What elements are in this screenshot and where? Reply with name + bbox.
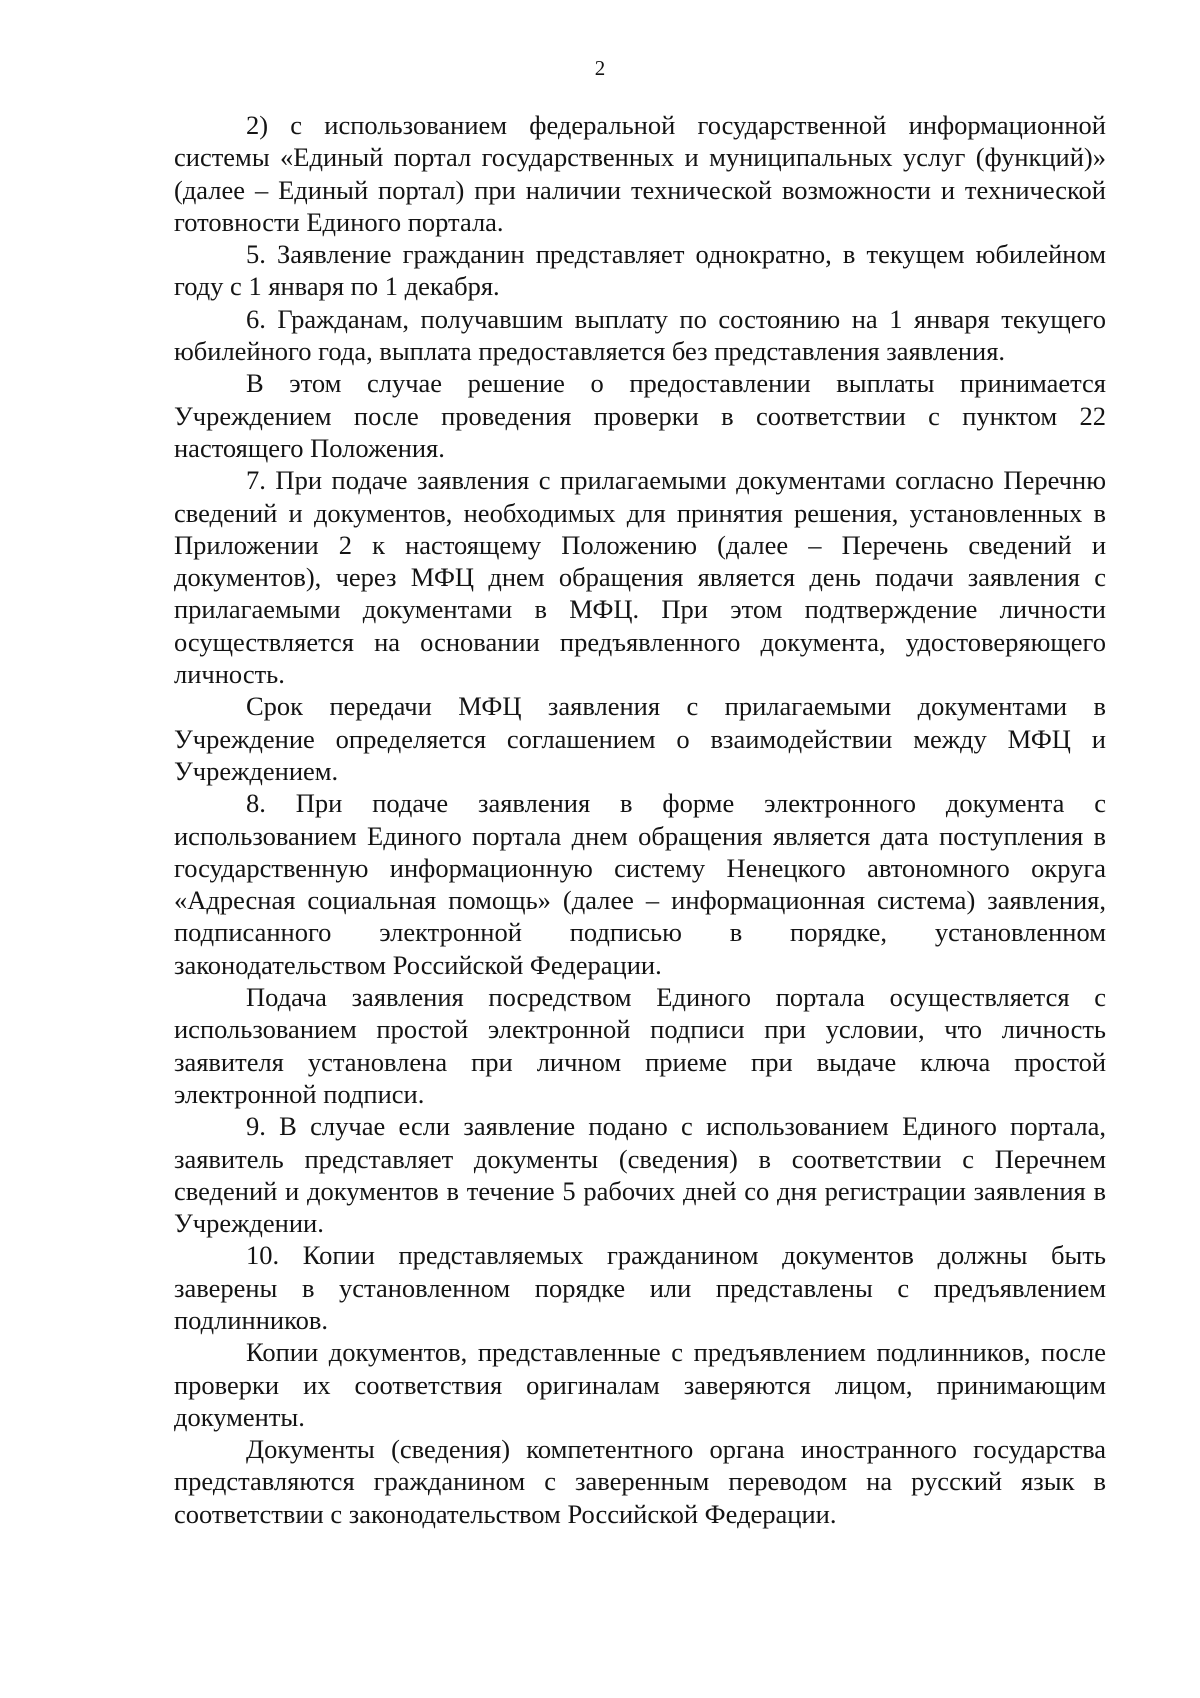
paragraph-item-8-signature: Подача заявления посредством Единого портала осуществляется с использованием простой электронной подписи при условии, что личность заявителя установлена при личном приеме при выдаче ключа простой электронной подписи.: [174, 982, 1106, 1109]
paragraph-item-9: 9. В случае если заявление подано с использованием Единого портала, заявитель представляет документы (сведения) в соответствии с Перечнем сведений и документов в течение 5 рабочих дней со дня регистрации заявления в Учреждении.: [174, 1111, 1106, 1239]
paragraph-item-6: 6. Гражданам, получавшим выплату по состоянию на 1 января текущего юбилейного года, выплата предоставляется без представления заявления.: [174, 303, 1106, 367]
paragraph-item-5: 5. Заявление гражданин представляет однократно, в текущем юбилейном году с 1 января по 1 декабря.: [174, 239, 1106, 302]
paragraph-item-6-decision: В этом случае решение о предоставлении выплаты принимается Учреждением после проведения проверки в соответствии с пунктом 22 настоящего Положения.: [174, 368, 1106, 463]
paragraph-item-10-foreign: Документы (сведения) компетентного органа иностранного государства представляются гражданином с заверенным переводом на русский язык в соответствии с законодательством Российской Федерации.: [174, 1434, 1106, 1529]
paragraph-subitem-2: 2) с использованием федеральной государственной информационной системы «Единый портал государственных и муниципальных услуг (функций)» (далее – Единый портал) при наличии технической возможности и технической готовности Единого портала.: [174, 110, 1106, 237]
page-number: 2: [594, 56, 606, 80]
paragraph-item-10-copies: Копии документов, представленные с предъявлением подлинников, после проверки их соответствия оригиналам заверяются лицом, принимающим документы.: [174, 1337, 1106, 1432]
paragraph-item-7-transfer: Срок передачи МФЦ заявления с прилагаемыми документами в Учреждение определяется соглашением о взаимодействии между МФЦ и Учреждением.: [174, 691, 1106, 786]
paragraph-item-8: 8. При подаче заявления в форме электронного документа с использованием Единого портала днем обращения является дата поступления в государственную информационную систему Ненецкого автономного округа «Адресная социальная помощь» (далее – информационная система) заявления, подписанного электронной подписью в порядке, установленном законодательством Российской Федерации.: [174, 788, 1106, 980]
paragraph-item-10: 10. Копии представляемых гражданином документов должны быть заверены в установленном порядке или представлены с предъявлением подлинников.: [174, 1240, 1106, 1335]
paragraph-item-7: 7. При подаче заявления с прилагаемыми документами согласно Перечню сведений и документов, необходимых для принятия решения, установленных в Приложении 2 к настоящему Положению (далее – Перечень сведений и документов), через МФЦ днем обращения является день подачи заявления с прилагаемыми документами в МФЦ. При этом подтверждение личности осуществляется на основании предъявленного документа, удостоверяющего личность.: [174, 465, 1106, 690]
document-body: [174, 109, 1106, 1530]
